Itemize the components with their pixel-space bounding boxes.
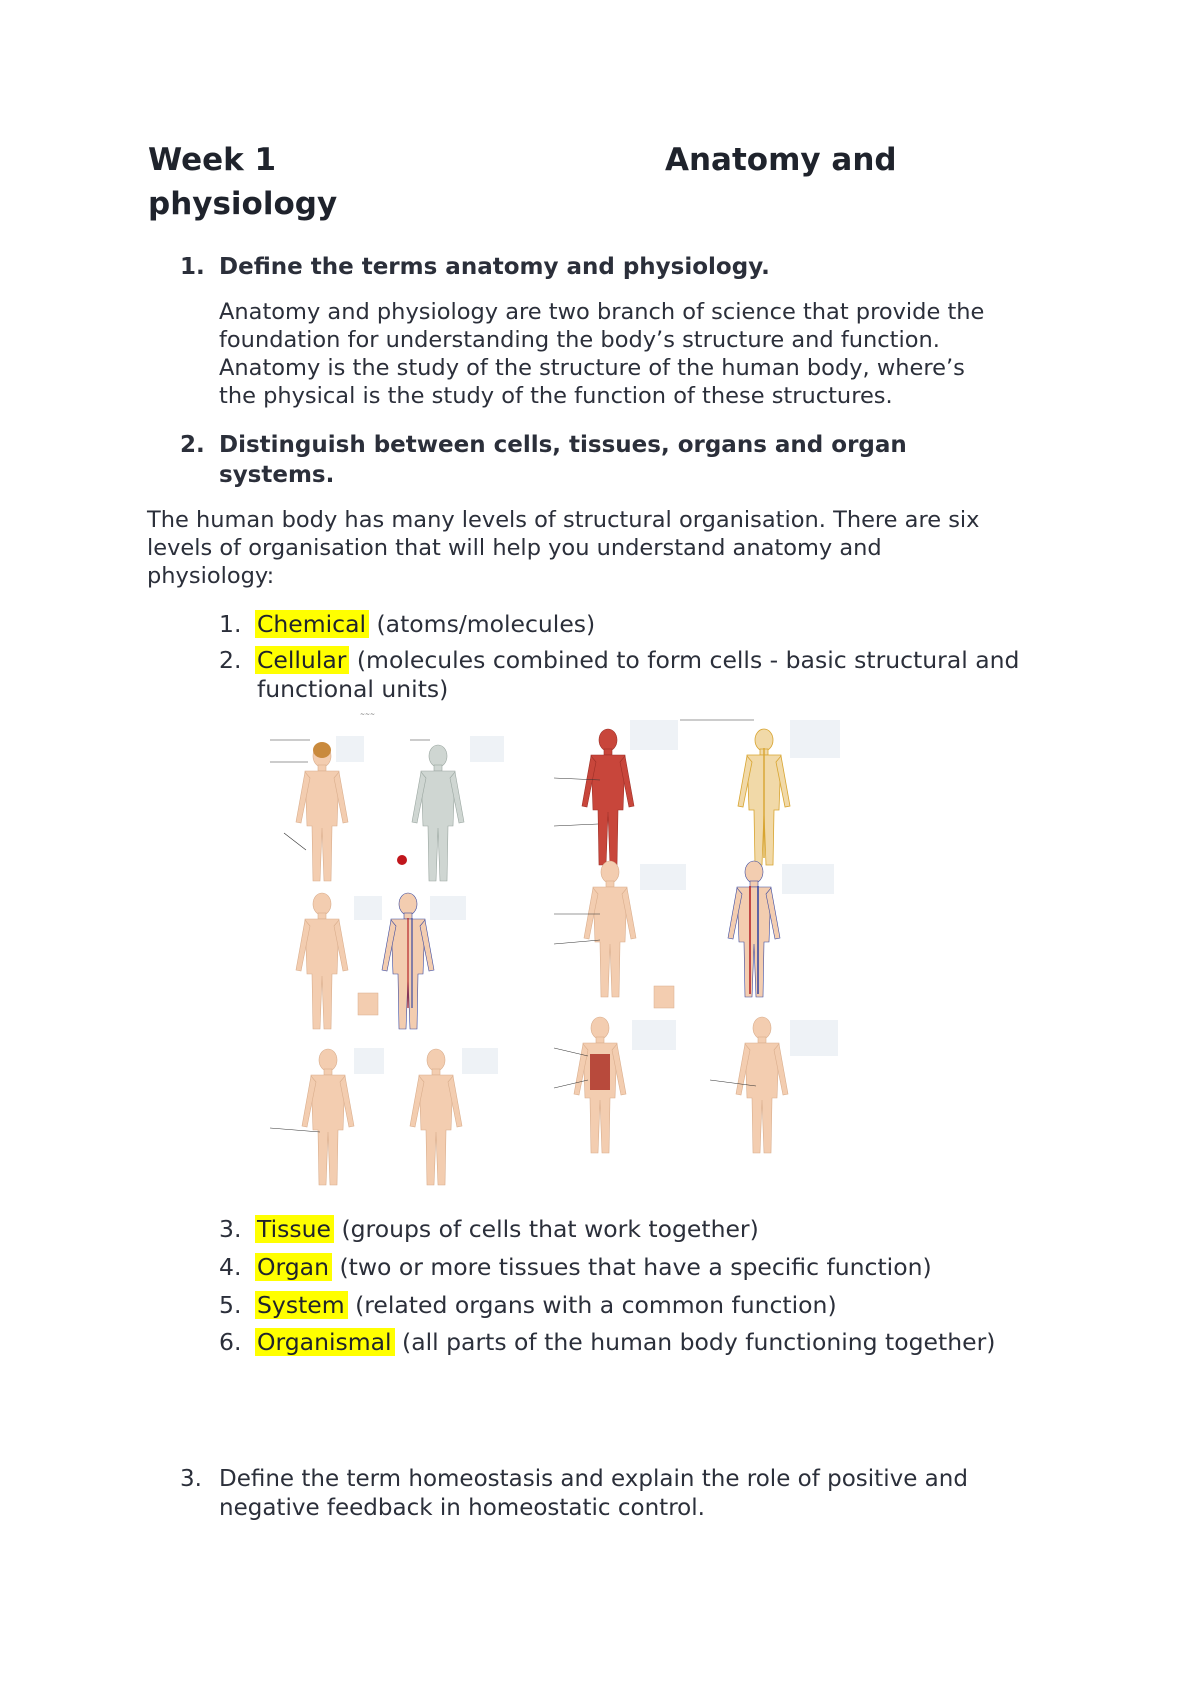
level-item-cellular — [219, 645, 1019, 675]
body-systems-illustration — [270, 708, 872, 1202]
integumentary-figure — [296, 745, 348, 881]
intro-line: The human body has many levels of structural organisation. There are six — [147, 507, 980, 533]
title-week: Week 1 — [148, 142, 277, 178]
question-2-heading-line: systems. — [219, 462, 335, 488]
label-line — [270, 1128, 320, 1132]
label-box — [336, 736, 364, 762]
level-number: 2. — [219, 646, 242, 674]
level-term-highlight: Tissue — [255, 1215, 334, 1243]
level-item-tissue — [219, 1214, 759, 1244]
label-box — [632, 1020, 676, 1050]
level-description: (all parts of the human body functioning together) — [394, 1328, 996, 1356]
level-number: 5. — [219, 1291, 242, 1319]
level-description: (related organs with a common function) — [347, 1291, 837, 1319]
level-description: (two or more tissues that have a specific function) — [331, 1253, 932, 1281]
level-number: 6. — [219, 1328, 242, 1356]
question-3-line: negative feedback in homeostatic control. — [219, 1495, 705, 1521]
question-2-heading-line: Distinguish between cells, tissues, organs and organ — [219, 432, 907, 458]
level-item-organ — [219, 1252, 932, 1282]
label-line — [554, 940, 600, 944]
skeletal-figure — [412, 745, 464, 881]
level-term-highlight: Cellular — [255, 646, 349, 674]
level-description: (groups of cells that work together) — [334, 1215, 759, 1243]
label-box — [470, 736, 504, 762]
title-subject: Anatomy and — [665, 142, 897, 178]
reproductive-figure-male — [302, 1049, 354, 1185]
level-item-system — [219, 1290, 837, 1320]
level-item-organismal — [219, 1327, 995, 1357]
question-1-answer — [219, 298, 984, 410]
cardiovascular-figure — [728, 861, 780, 997]
answer-line: foundation for understanding the body’s structure and function. — [219, 327, 940, 353]
question-1-heading: Define the terms anatomy and physiology. — [219, 254, 770, 280]
title-subject-continued: physiology — [148, 186, 338, 222]
figure-caption-mark: ~~~ — [360, 711, 376, 718]
level-term-highlight: System — [255, 1291, 348, 1319]
hair-mark — [313, 742, 331, 758]
label-box — [430, 896, 466, 920]
inset-mark — [654, 986, 674, 1008]
organ-mark — [590, 1054, 610, 1090]
label-box — [354, 896, 382, 920]
body-systems-figure — [270, 708, 872, 1202]
question-2-intro — [147, 506, 980, 590]
label-box — [782, 864, 834, 894]
reproductive-figure-female — [410, 1049, 462, 1185]
label-box — [790, 1020, 838, 1056]
intro-line: levels of organisation that will help you understand anatomy and — [147, 535, 882, 561]
answer-line: Anatomy is the study of the structure of the human body, where’s — [219, 355, 965, 381]
label-line — [554, 1080, 588, 1088]
question-2-heading — [219, 430, 907, 490]
muscular-figure — [582, 729, 634, 865]
label-box — [790, 720, 840, 758]
answer-line: the physical is the study of the function of these structures. — [219, 383, 893, 409]
label-line — [554, 824, 598, 826]
endocrine-figure — [584, 861, 636, 997]
level-number: 3. — [219, 1215, 242, 1243]
question-3-number: 3. — [180, 1466, 202, 1492]
cell-dot — [397, 855, 407, 865]
answer-line: Anatomy and physiology are two branch of science that provide the — [219, 299, 985, 325]
level-term-highlight: Chemical — [255, 610, 369, 638]
level-description: (molecules combined to form cells - basic structural and — [349, 646, 1020, 674]
question-3-line: Define the term homeostasis and explain the role of positive and — [219, 1466, 968, 1492]
document-title — [148, 142, 1048, 192]
level-number: 1. — [219, 610, 242, 638]
question-1-number: 1. — [180, 254, 205, 280]
level-description: (atoms/molecules) — [369, 610, 596, 638]
question-3-text — [219, 1465, 968, 1523]
endocrine-figure-small — [296, 893, 348, 1029]
label-box — [354, 1048, 384, 1074]
level-item-chemical — [219, 609, 595, 639]
label-box — [630, 720, 678, 750]
label-box — [640, 864, 686, 890]
urinary-figure — [736, 1017, 788, 1153]
intro-line: physiology: — [147, 563, 275, 589]
level-term-highlight: Organismal — [255, 1328, 395, 1356]
level-term-highlight: Organ — [255, 1253, 332, 1281]
level-description-continued: functional units) — [257, 675, 449, 703]
label-line — [284, 833, 306, 850]
label-box — [462, 1048, 498, 1074]
question-2-number: 2. — [180, 432, 205, 458]
level-number: 4. — [219, 1253, 242, 1281]
inset-mark — [358, 993, 378, 1015]
